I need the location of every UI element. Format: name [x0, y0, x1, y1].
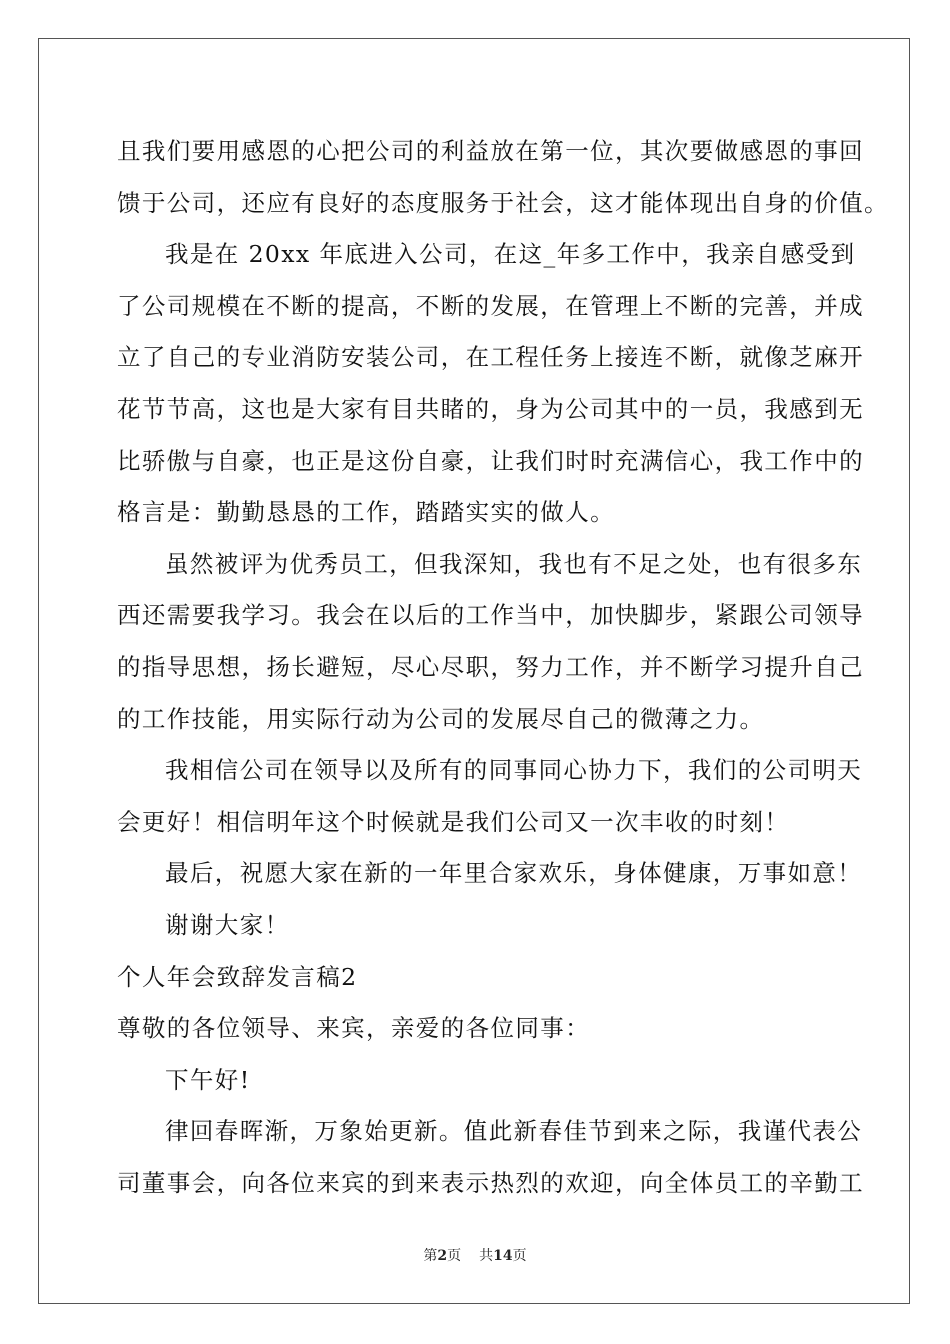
total-label-suffix: 页 — [512, 1248, 527, 1264]
text-line: 立了自己的专业消防安装公司，在工程任务上接连不断，就像芝麻开 — [117, 343, 864, 372]
text-line: 比骄傲与自豪，也正是这份自豪，让我们时时充满信心，我工作中的 — [117, 446, 864, 475]
total-pages-number: 14 — [493, 1248, 513, 1264]
text-line: 会更好！相信明年这个时候就是我们公司又一次丰收的时刻！ — [117, 807, 790, 836]
text-line: 虽然被评为优秀员工，但我深知，我也有不足之处，也有很多东 — [165, 549, 863, 578]
text-line: 最后，祝愿大家在新的一年里合家欢乐，身体健康，万事如意！ — [165, 859, 863, 888]
text-line: 我是在 20xx 年底进入公司，在这_年多工作中，我亲自感受到 — [165, 240, 856, 269]
text-line: 谢谢大家！ — [165, 910, 290, 939]
text-line: 律回春晖渐，万象始更新。值此新春佳节到来之际，我谨代表公 — [165, 1117, 863, 1146]
text-line: 格言是：勤勤恳恳的工作，踏踏实实的做人。 — [117, 498, 615, 527]
text-line: 司董事会，向各位来宾的到来表示热烈的欢迎，向全体员工的辛勤工 — [117, 1168, 864, 1197]
page-label-prefix: 第 — [423, 1248, 438, 1264]
page-footer — [0, 1245, 950, 1265]
current-page-number: 2 — [437, 1248, 448, 1264]
text-line: 的指导思想，扬长避短，尽心尽职，努力工作，并不断学习提升自己 — [117, 652, 864, 681]
greeting: 下午好! — [165, 1065, 251, 1094]
text-line: 我相信公司在领导以及所有的同事同心协力下，我们的公司明天 — [165, 756, 863, 785]
text-line: 花节节高，这也是大家有目共睹的，身为公司其中的一员，我感到无 — [117, 394, 864, 423]
text-line: 的工作技能，用实际行动为公司的发展尽自己的微薄之力。 — [117, 704, 765, 733]
section-heading: 个人年会致辞发言稿2 — [117, 962, 358, 991]
document-body — [117, 126, 889, 1209]
salutation: 尊敬的各位领导、来宾，亲爱的各位同事： — [117, 1014, 591, 1043]
page-label-suffix: 页 — [447, 1248, 462, 1264]
text-line: 馈于公司，还应有良好的态度服务于社会，这才能体现出自身的价值。 — [117, 188, 889, 217]
text-line: 西还需要我学习。我会在以后的工作当中，加快脚步，紧跟公司领导 — [117, 601, 864, 630]
text-line: 且我们要用感恩的心把公司的利益放在第一位，其次要做感恩的事回 — [117, 137, 864, 165]
text-line: 了公司规模在不断的提高，不断的发展，在管理上不断的完善，并成 — [117, 291, 864, 320]
total-label-prefix: 共 — [479, 1248, 494, 1264]
